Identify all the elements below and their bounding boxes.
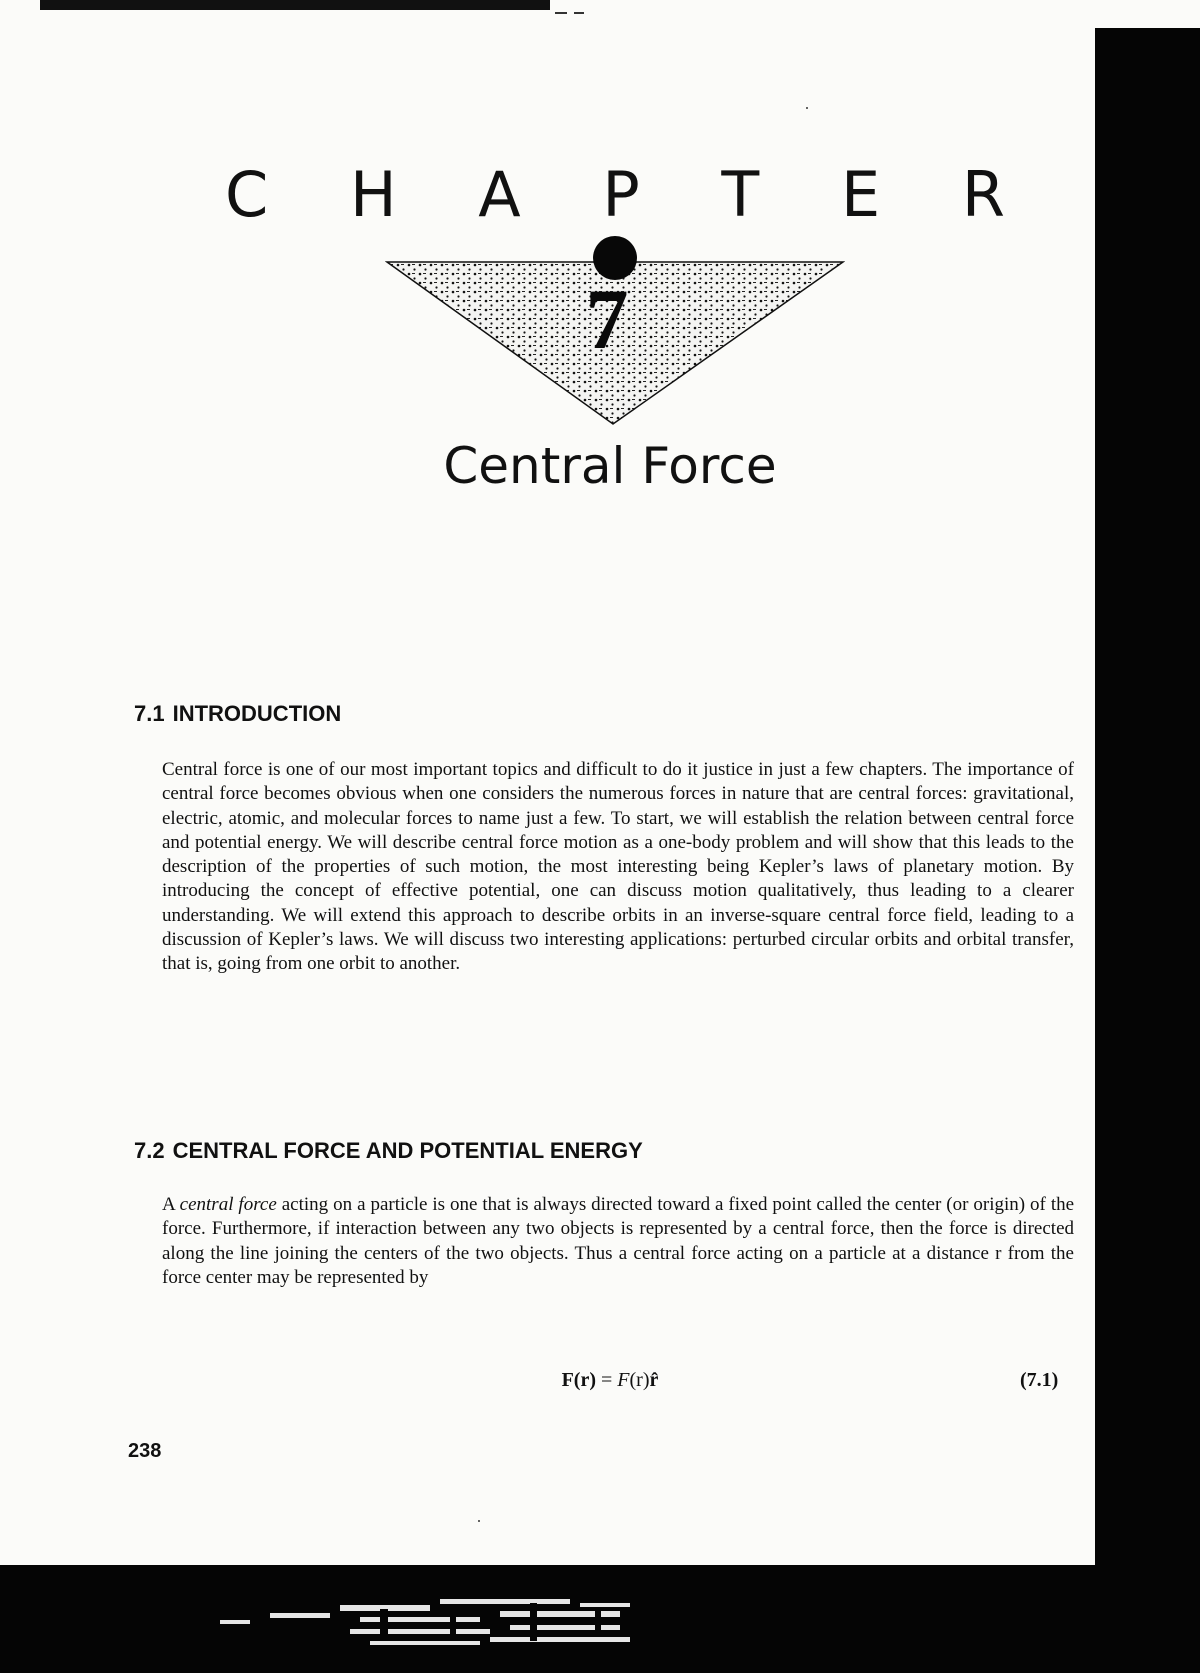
central-force-paragraph <box>162 1193 1074 1290</box>
top-scan-dash <box>555 12 567 14</box>
equation-equals: = <box>601 1369 613 1391</box>
chapter-number: 7 <box>585 271 629 367</box>
equation-lhs: F(r) <box>561 1369 597 1391</box>
chapter-label <box>225 160 1005 230</box>
chapter-letter: H <box>349 158 397 231</box>
chapter-title: Central Force <box>443 437 777 495</box>
right-scan-edge <box>1095 28 1200 1673</box>
introduction-paragraph: Central force is one of our most important topics and difficult to do it justice in just a few chapters. The importance of central force becomes obvious when one considers the numerous forces in nature that are central forces: gravitational, electric, atomic, and molecular forces to name just a few. To start, we will establish the relation between central force and potential energy. We will describe central force motion as a one-body problem and will show that this leads to the description of the properties of such motion, the most interesting being Kepler’s laws of planetary motion. By introducing the concept of effective potential, one can discuss motion qualitatively, thus leading to a clearer understanding. We will extend this approach to describe orbits in an inverse-square central force field, leading to a discussion of Kepler’s laws. We will discuss two interesting applications: perturbed circular orbits and orbital transfer, that is, going from one orbit to another. <box>162 759 1074 975</box>
section-title: INTRODUCTION <box>172 701 342 726</box>
section-number: 7.1 <box>134 701 165 726</box>
scan-speck <box>478 1520 480 1522</box>
page-number: 238 <box>128 1440 162 1462</box>
section-heading-introduction <box>134 700 341 728</box>
bottom-scan-texture <box>200 1585 680 1655</box>
section-heading-central-force <box>134 1137 643 1165</box>
paragraph-body: acting on a particle is one that is always directed toward a fixed point called the center (or origin) of the force. Furthermore, if interaction between any two objects is represented by a central force, then the force is directed along the line joining the centers of the two objects. Thus a central force acting on a particle at a distance r from the force center may be represented by <box>162 1194 1075 1288</box>
defined-term: central force <box>179 1194 277 1215</box>
paragraph-lead: A <box>162 1194 175 1215</box>
equation-number: (7.1) <box>1020 1369 1059 1391</box>
section-number: 7.2 <box>134 1138 165 1163</box>
chapter-letter: E <box>840 158 881 231</box>
equation-unit-vector: r̂ <box>649 1369 659 1391</box>
chapter-letter: T <box>721 158 760 231</box>
chapter-letter: C <box>225 158 269 231</box>
equation-rhs-argument: (r) <box>629 1369 650 1391</box>
chapter-number-emblem <box>385 236 845 436</box>
chapter-letter: R <box>961 158 1005 231</box>
equation-rhs-function: F <box>617 1369 630 1391</box>
top-scan-dash <box>574 12 584 14</box>
section-title: CENTRAL FORCE AND POTENTIAL ENERGY <box>172 1138 643 1163</box>
chapter-letter: P <box>602 158 640 231</box>
equation-7-1 <box>500 1366 720 1394</box>
scan-speck <box>806 107 808 109</box>
chapter-letter: A <box>478 158 521 231</box>
top-scan-rule <box>40 0 550 10</box>
